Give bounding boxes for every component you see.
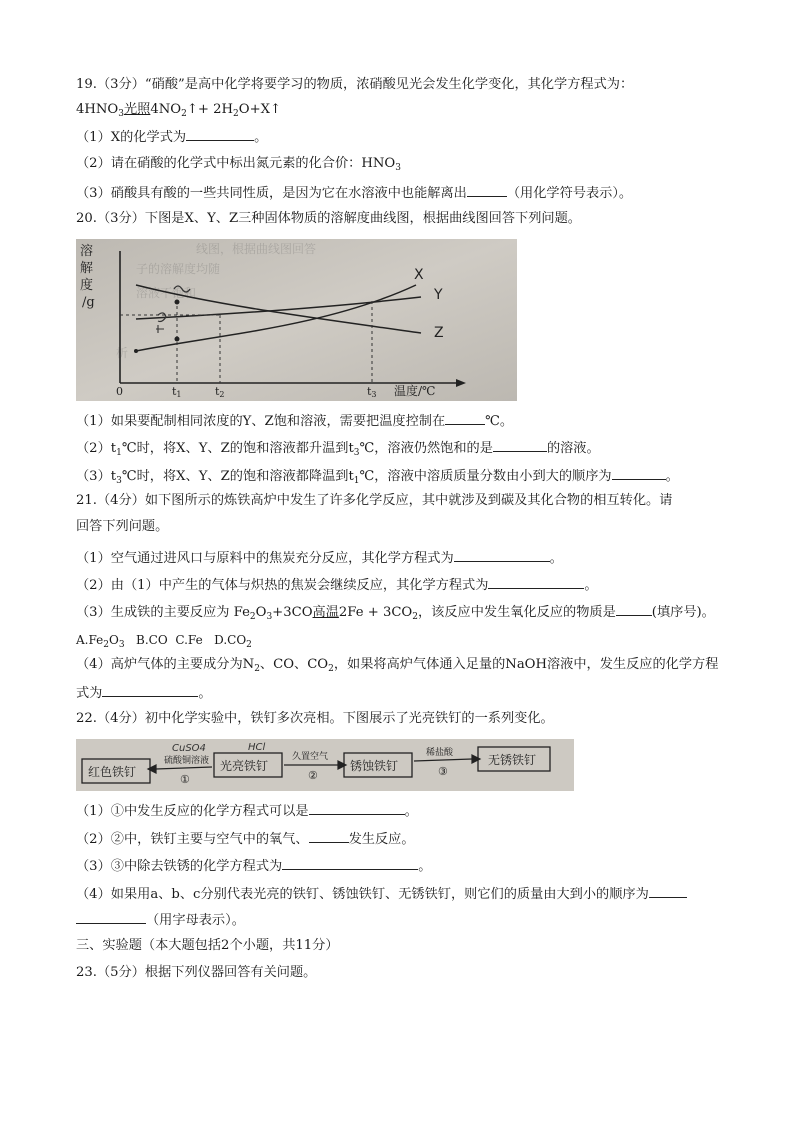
solubility-curve-figure [76,239,517,401]
q19-item-3: （3）硝酸具有酸的一些共同性质，是因为它在水溶液中也能解离出 （用化学符号表示）。 [76,183,632,203]
answer-blank[interactable] [186,127,254,141]
q19-title: 19.（3分）“硝酸”是高中化学将要学习的物质，浓硝酸见光会发生化学变化，其化学方程式为： [76,77,634,92]
tick-t2: t2 [215,385,225,399]
y-unit: /g [82,295,95,310]
q21-title-line-1: 21.（4分）如下图所示的炼铁高炉中发生了许多化学反应，其中就涉及到碳及其化合物的相互转化。请 [76,493,673,508]
q20-item-1: （1）如果要配制相同浓度的Y、Z饱和溶液，需要把温度控制在 ℃。 [76,411,513,431]
curve-label-y: Y [434,287,443,303]
q20-title: 20.（3分）下图是X、Y、Z三种固体物质的溶解度曲线图，根据曲线图回答下列问题。 [76,211,581,226]
q21-options [76,631,252,654]
handwriting-hcl: HCl [248,742,266,753]
tick-t3: t3 [367,385,377,399]
origin-label: 0 [116,385,123,398]
q21-item-3: （3）生成铁的主要反应为 $Fe_2O_3+3CO$高温$2Fe + 3CO_2$，该反应中发生氧化反应的物质是 (填序号)。 [76,602,715,626]
arrow1-reagent: 硫酸铜溶液 [164,756,210,766]
solubility-chart [76,239,517,401]
q19-equation: $4HNO_3$光照$4NO_2↑+$ $2H_2O+X↑$ [76,102,282,119]
iron-nail-figure [76,739,574,791]
option-d[interactable]: $D.CO_2$ [214,633,252,650]
y-label-char: 解 [80,261,94,276]
curve-label-x: X [414,267,424,283]
reaction-condition: 光照 [123,102,151,117]
handwriting-cuso4: CuSO4 [172,743,206,754]
box-rusty-nail: 锈蚀铁钉 [350,759,399,773]
q22-item-4: （4）如果用a、b、c分别代表光亮的铁钉、锈蚀铁钉、无锈铁钉，则它们的质量由大到小的顺序为 [76,884,687,904]
svg-text:析: 析 [116,346,129,360]
section-heading: 三、实验题（本大题包括2个小题，共11分） [76,938,339,953]
arrow2-number: ② [308,769,318,782]
answer-blank[interactable] [445,411,485,425]
svg-text:线图，根据曲线图回答: 线图，根据曲线图回答 [196,242,317,256]
arrow1-number: ① [180,773,190,786]
svg-text:子的溶解度均随: 子的溶解度均随 [136,262,221,276]
y-label-char: 溶 [80,244,94,259]
tick-t1: t1 [172,385,182,399]
answer-blank[interactable] [102,683,198,697]
option-a[interactable]: $A.Fe_2O_3$ [76,633,125,650]
q19-item-1: （1）X的化学式为 。 [76,127,267,147]
arrow3-number: ③ [438,765,448,778]
answer-blank[interactable] [649,884,687,898]
q22-item-3: （3）③中除去铁锈的化学方程式为 。 [76,856,431,876]
q22-item-4-line-2: （用字母表示）。 [76,910,245,930]
y-label-char: 度 [80,278,94,293]
answer-blank[interactable] [467,183,507,197]
option-b[interactable]: B.CO [136,633,168,647]
answer-blank[interactable] [76,910,146,924]
arrow3-reagent: 稀盐酸 [426,748,454,758]
curve-label-z: Z [434,325,444,341]
answer-blank[interactable] [612,466,666,480]
q22-title: 22.（4分）初中化学实验中，铁钉多次亮相。下图展示了光亮铁钉的一系列变化。 [76,711,554,726]
answer-blank[interactable] [282,856,418,870]
answer-blank[interactable] [488,575,584,589]
answer-blank[interactable] [454,548,550,562]
q21-item-4-line-2: 式为 。 [76,683,212,703]
q19-item-2: （2）请在硝酸的化学式中标出氮元素的化合价：$HNO_3$ [76,156,401,173]
option-c[interactable]: C.Fe [175,633,203,647]
arrow2-condition: 久置空气 [292,752,329,762]
box-red-nail: 红色铁钉 [88,765,137,779]
iron-nail-flowchart [76,739,574,791]
q22-item-1: （1）①中发生反应的化学方程式可以是 。 [76,801,418,821]
q21-item-1: （1）空气通过进风口与原料中的焦炭充分反应，其化学方程式为 。 [76,548,563,568]
q20-item-3: $(3)t_3℃$时，将X、Y、Z的饱和溶液都降温到$t_1℃$，溶液中溶质质量分数由小到大的顺序为 。 [76,466,679,490]
answer-blank[interactable] [616,602,652,616]
q21-title-line-2: 回答下列问题。 [76,519,169,534]
answer-blank[interactable] [493,438,547,452]
svg-text:溶液不饱和: 溶液不饱和 [136,286,197,300]
box-shiny-nail: 光亮铁钉 [220,759,269,773]
q21-item-2: （2）由（1）中产生的气体与炽热的焦炭会继续反应，其化学方程式为 。 [76,575,598,595]
answer-blank[interactable] [309,801,405,815]
q21-item-4: （4）高炉气体的主要成分为$N_2$、CO、$CO_2$，如果将高炉气体通入足量的NaOH溶液中，发生反应的化学方程 [76,657,719,674]
q20-item-2: $(2)t_1℃$时，将X、Y、Z的饱和溶液都升温到$t_3℃$，溶液仍然饱和的是 的溶液。 [76,438,600,462]
q22-item-2: （2）②中，铁钉主要与空气中的氧气、 发生反应。 [76,829,415,849]
q23-title: 23.（5分）根据下列仪器回答有关问题。 [76,965,317,980]
box-rustfree-nail: 无锈铁钉 [488,753,537,767]
x-axis-label: 温度/℃ [394,384,436,398]
answer-blank[interactable] [309,829,349,843]
